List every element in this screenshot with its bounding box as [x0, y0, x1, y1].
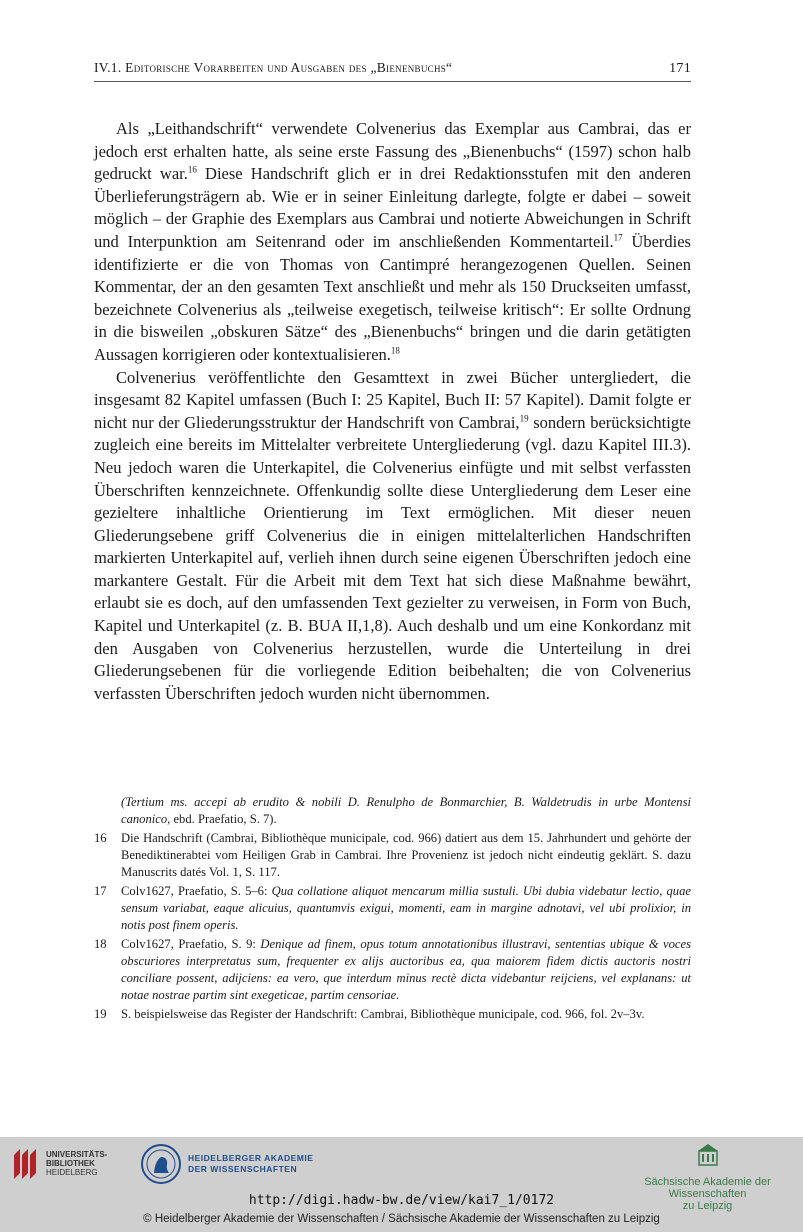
viewer-footer [0, 1137, 803, 1232]
footnote-number: 17 [94, 884, 107, 898]
footnote-17 [94, 883, 691, 934]
page-number: 171 [669, 61, 691, 76]
footnote-text: Die Handschrift (Cambrai, Bibliothèque municipale, cod. 966) datiert aus dem 15. Jahrhundert und gehörte der Benediktinerabtei vom Heiligen Grab in Cambrai. Ihre Provenienz ist jedoch nicht eindeutig geklärt. S. dazu Manuscrits datés Vol. 1, S. 117. [121, 831, 691, 879]
main-text [94, 118, 691, 705]
footnote-text: Colv1627, Praefatio, S. 9: Denique ad finem, opus totum annotationibus illustravi, sententias ubique & voces obscuriores interpretatus sum, frequenter ex alijs auctoribus ea, qua maiorem fidem dictis auctoris nostri conciliare possent, adijciens: ea vero, que interdum minus rectè dicta videbantur reijciens, vel explanans: ut notae nostrae partim sint exegeticae, partim censoriae. [121, 937, 691, 1002]
footnote-ref-16[interactable]: 16 [187, 164, 197, 175]
ub-heidelberg-logo[interactable]: UNIVERSITÄTS- BIBLIOTHEK HEIDELBERG [10, 1145, 107, 1181]
running-head-title: IV.1. Editorische Vorarbeiten und Ausgaben des „Bienenbuchs“ [94, 60, 453, 75]
footnote-ref-19[interactable]: 19 [519, 413, 529, 424]
hadw-seal-icon [140, 1143, 182, 1185]
footnote-continuation: (Tertium ms. accepi ab erudito & nobili D. Renulpho de Bonmarchier, B. Waldetrudis in urbe Montensi canonico, ebd. Praefatio, S. 7). [121, 795, 691, 826]
paragraph-2: Colvenerius veröffentlichte den Gesamttext in zwei Bücher untergliedert, die insgesamt 82 Kapitel umfassen (Buch I: 25 Kapitel, Buch II: 57 Kapitel). Damit folgte er nicht nur der Gliederungsstruktur der Handschrift von Cambrai,$^{19}$ sondern berücksichtigte zugleich eine bereits im Mittelalter verbreitete Untergliederung (vgl. dazu Kapitel III.3). Neu jedoch waren die Unterkapitel, die Colvenerius einfügte und mit selbst verfassten Überschriften kennzeichnete. Offenkundig sollte diese Untergliederung dem Leser eine gezieltere inhaltliche Orientierung im Text ermöglichen. Mit dieser neuen Gliederungsebene griff Colvenerius die in einigen mittelalterlichen Handschriften markierten Unterkapitel auf, verlieh ihnen durch seine eigenen Überschriften jedoch eine markantere Gestalt. Für die Arbeit mit dem Text hat sich diese Maßnahme bewährt, erlaubt sie es doch, auf den umfassenden Text gezielter zu verweisen, in Form von Buch, Kapitel und Unterkapitel (z. B. BUA II,1,8). Auch deshalb und um eine Konkordanz mit den Ausgaben von Colvenerius herzustellen, wurde die Unterteilung in drei Gliederungsebenen für die vorliegende Edition beibehalten; die von Colvenerius verfassten Überschriften jedoch wurden nicht übernommen. [94, 367, 691, 703]
footnote-number: 18 [94, 937, 107, 951]
permalink-url[interactable]: http://digi.hadw-bw.de/view/kai7_1/0172 [248, 1193, 555, 1208]
ub-heidelberg-logo-icon [10, 1145, 42, 1181]
saw-leipzig-logo[interactable]: Sächsische Akademie der Wissenschaften zu Leipzig [620, 1143, 795, 1212]
footnotes [94, 794, 691, 1025]
saw-leipzig-logo-icon [697, 1143, 719, 1167]
footnote-ref-18[interactable]: 18 [390, 345, 400, 356]
running-head [94, 60, 691, 77]
footnote-number: 16 [94, 831, 107, 845]
footnote-ref-17[interactable]: 17 [613, 232, 623, 243]
paragraph-1: Als „Leithandschrift“ verwendete Colvenerius das Exemplar aus Cambrai, das er jedoch erst erhalten hatte, als seine erste Fassung des „Bienenbuchs“ (1597) schon halb gedruckt war.$^{16}$ Diese Handschrift glich er in drei Redaktionsstufen mit den anderen Überlieferungsträgern ab. Wie er in seiner Einleitung darlegte, folgte er dabei – soweit möglich – der Graphie des Exemplars aus Cambrai und notierte Abweichungen in Schrift und Interpunktion am Seitenrand oder im anschließenden Kommentarteil.$^{17}$ Überdies identifizierte er die von Thomas von Cantimpré herangezogenen Quellen. Seinen Kommentar, der an den gesamten Text anschließt und mehr als 150 Druckseiten umfasst, bezeichnete Colvenerius als „teilweise exegetisch, teilweise kritisch“: Er sollte Ordnung in die bisweilen „obskuren Sätze“ des „Bienenbuchs“ bringen und die darin getätigten Aussagen korrigieren oder kontextualisieren.$^{18}$ [94, 119, 691, 364]
hadw-logo[interactable]: HEIDELBERGER AKADEMIE DER WISSENSCHAFTEN [140, 1143, 313, 1185]
footnote-18 [94, 936, 691, 1004]
footnote-text: Colv1627, Praefatio, S. 5–6: Qua collatione aliquot mencarum millia sustuli. Ubi dubia videbatur lectio, quae sensum variabat, eaque alicuius, quantumvis exigui, momenti, eam in margine adnotavi, vel ubi prolixior, in notis post finem operis. [121, 884, 691, 932]
footnote-19 [94, 1006, 691, 1023]
footnote-text: S. beispielsweise das Register der Handschrift: Cambrai, Bibliothèque municipale, cod. 966, fol. 2v–3v. [121, 1007, 645, 1021]
footnote-number: 19 [94, 1007, 107, 1021]
copyright-notice: © Heidelberger Akademie der Wissenschaften / Sächsische Akademie der Wissenschaften zu Leipzig [143, 1213, 660, 1225]
header-rule [94, 81, 691, 82]
footnote-16 [94, 830, 691, 881]
